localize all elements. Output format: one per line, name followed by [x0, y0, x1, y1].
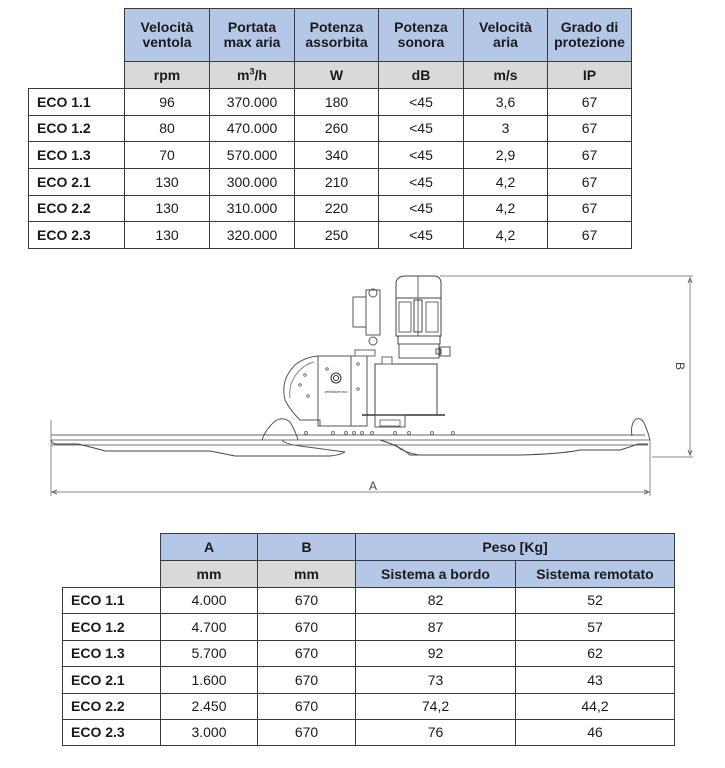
- dimension-a-label: A: [368, 479, 378, 493]
- model-label: ECO 2.1: [63, 667, 161, 693]
- table-cell: 3,6: [464, 89, 548, 116]
- specs-header-row: [29, 9, 632, 62]
- header-power-absorbed: [295, 9, 379, 62]
- table-cell: 4,2: [464, 195, 548, 222]
- table-cell: 2,9: [464, 142, 548, 169]
- table-cell: 73: [356, 667, 516, 693]
- dims-unit-row: [63, 561, 675, 588]
- table-cell: <45: [379, 195, 464, 222]
- model-label: ECO 2.3: [63, 719, 161, 745]
- table-row: [29, 195, 632, 222]
- header-remote-system: Sistema remotato: [516, 561, 675, 588]
- logo-caption: ventilatore eco: [324, 390, 348, 394]
- corner-cell: [63, 534, 161, 561]
- header-text: Potenza: [394, 19, 448, 36]
- table-cell: 570.000: [210, 142, 295, 169]
- specs-unit-row: [29, 62, 632, 89]
- table-cell: 670: [258, 719, 356, 745]
- unit-cell: mm: [258, 561, 356, 588]
- unit-cell: [210, 62, 295, 89]
- header-air-speed: [464, 9, 548, 62]
- table-cell: 250: [295, 222, 379, 249]
- specs-table: [28, 8, 632, 249]
- logo-icon: [331, 373, 341, 383]
- header-max-airflow: [210, 9, 295, 62]
- table-row: [63, 614, 675, 640]
- table-cell: 670: [258, 667, 356, 693]
- table-cell: 4,2: [464, 222, 548, 249]
- table-row: [63, 719, 675, 745]
- table-cell: 470.000: [210, 115, 295, 142]
- model-label: ECO 1.1: [63, 588, 161, 614]
- table-cell: <45: [379, 142, 464, 169]
- table-cell: <45: [379, 222, 464, 249]
- table-row: [29, 222, 632, 249]
- table-cell: 70: [125, 142, 210, 169]
- table-cell: 80: [125, 115, 210, 142]
- header-b: B: [258, 534, 356, 561]
- table-cell: 340: [295, 142, 379, 169]
- header-text: aria: [493, 34, 518, 50]
- header-text: Velocità: [140, 19, 194, 36]
- table-row: [63, 640, 675, 666]
- table-cell: <45: [379, 89, 464, 116]
- corner-cell: [29, 62, 125, 89]
- table-cell: 370.000: [210, 89, 295, 116]
- header-text: max aria: [223, 34, 281, 50]
- table-cell: 4.000: [161, 588, 258, 614]
- table-cell: 96: [125, 89, 210, 116]
- header-text: Velocità: [479, 19, 532, 36]
- dimensions-table: [62, 533, 675, 746]
- model-label: ECO 1.2: [29, 115, 125, 142]
- table-cell: 130: [125, 222, 210, 249]
- model-label: ECO 1.3: [29, 142, 125, 169]
- corner-cell: [29, 9, 125, 62]
- table-cell: 67: [548, 115, 632, 142]
- table-cell: 43: [516, 667, 675, 693]
- electric-motor: [396, 276, 450, 358]
- table-cell: 1.600: [161, 667, 258, 693]
- table-cell: 67: [548, 169, 632, 196]
- table-cell: 76: [356, 719, 516, 745]
- table-cell: 2.450: [161, 693, 258, 719]
- header-fan-speed: [125, 9, 210, 62]
- model-label: ECO 2.1: [29, 169, 125, 196]
- header-text: protezione: [554, 34, 625, 50]
- dimension-a: [51, 420, 650, 496]
- table-cell: 74,2: [356, 693, 516, 719]
- table-cell: 82: [356, 588, 516, 614]
- table-cell: 44,2: [516, 693, 675, 719]
- unit-text: /h: [254, 66, 267, 83]
- model-label: ECO 1.2: [63, 614, 161, 640]
- unit-superscript: 3: [249, 66, 255, 76]
- table-cell: 57: [516, 614, 675, 640]
- unit-cell: dB: [379, 62, 464, 89]
- header-text: Grado di: [560, 19, 619, 36]
- table-row: [29, 169, 632, 196]
- header-text: Potenza: [309, 19, 364, 36]
- unit-cell: mm: [161, 561, 258, 588]
- table-cell: 67: [548, 195, 632, 222]
- header-onboard-system: Sistema a bordo: [356, 561, 516, 588]
- header-weight: Peso [Kg]: [356, 534, 675, 561]
- table-cell: 300.000: [210, 169, 295, 196]
- table-cell: 5.700: [161, 640, 258, 666]
- model-label: ECO 1.1: [29, 89, 125, 116]
- table-cell: 670: [258, 693, 356, 719]
- table-cell: 67: [548, 222, 632, 249]
- table-cell: 670: [258, 640, 356, 666]
- table-cell: 670: [258, 588, 356, 614]
- table-row: [63, 588, 675, 614]
- table-cell: 130: [125, 169, 210, 196]
- dimension-b: [440, 276, 693, 457]
- fan-technical-drawing: [0, 260, 725, 510]
- unit-text: m: [237, 66, 250, 83]
- table-cell: 46: [516, 719, 675, 745]
- table-cell: 3: [464, 115, 548, 142]
- model-label: ECO 1.3: [63, 640, 161, 666]
- dims-header-row: [63, 534, 675, 561]
- table-cell: 92: [356, 640, 516, 666]
- table-cell: 4,2: [464, 169, 548, 196]
- table-row: [29, 115, 632, 142]
- gear-housing: [355, 350, 445, 427]
- model-label: ECO 2.2: [63, 693, 161, 719]
- header-text: Portata: [227, 19, 277, 36]
- header-text: assorbita: [305, 34, 368, 50]
- table-row: [29, 89, 632, 116]
- model-label: ECO 2.3: [29, 222, 125, 249]
- header-protection-grade: [548, 9, 632, 62]
- table-cell: 67: [548, 89, 632, 116]
- table-cell: <45: [379, 169, 464, 196]
- table-cell: 180: [295, 89, 379, 116]
- unit-cell: m/s: [464, 62, 548, 89]
- table-cell: 210: [295, 169, 379, 196]
- table-cell: 320.000: [210, 222, 295, 249]
- table-cell: 3.000: [161, 719, 258, 745]
- mounting-bracket: [284, 356, 367, 426]
- unit-cell: W: [295, 62, 379, 89]
- dimension-b-label: B: [673, 361, 687, 371]
- table-cell: 260: [295, 115, 379, 142]
- header-text: ventola: [142, 34, 192, 50]
- table-cell: 87: [356, 614, 516, 640]
- table-row: [63, 693, 675, 719]
- junction-box: [353, 289, 380, 345]
- table-cell: 4.700: [161, 614, 258, 640]
- unit-cell: IP: [548, 62, 632, 89]
- table-cell: 130: [125, 195, 210, 222]
- table-cell: 62: [516, 640, 675, 666]
- table-cell: 670: [258, 614, 356, 640]
- header-text: sonora: [397, 34, 445, 50]
- corner-cell: [63, 561, 161, 588]
- model-label: ECO 2.2: [29, 195, 125, 222]
- table-cell: <45: [379, 115, 464, 142]
- table-cell: 220: [295, 195, 379, 222]
- unit-cell: rpm: [125, 62, 210, 89]
- table-cell: 52: [516, 588, 675, 614]
- table-cell: 310.000: [210, 195, 295, 222]
- header-sound-power: [379, 9, 464, 62]
- table-cell: 67: [548, 142, 632, 169]
- table-row: [63, 667, 675, 693]
- header-a: A: [161, 534, 258, 561]
- table-row: [29, 142, 632, 169]
